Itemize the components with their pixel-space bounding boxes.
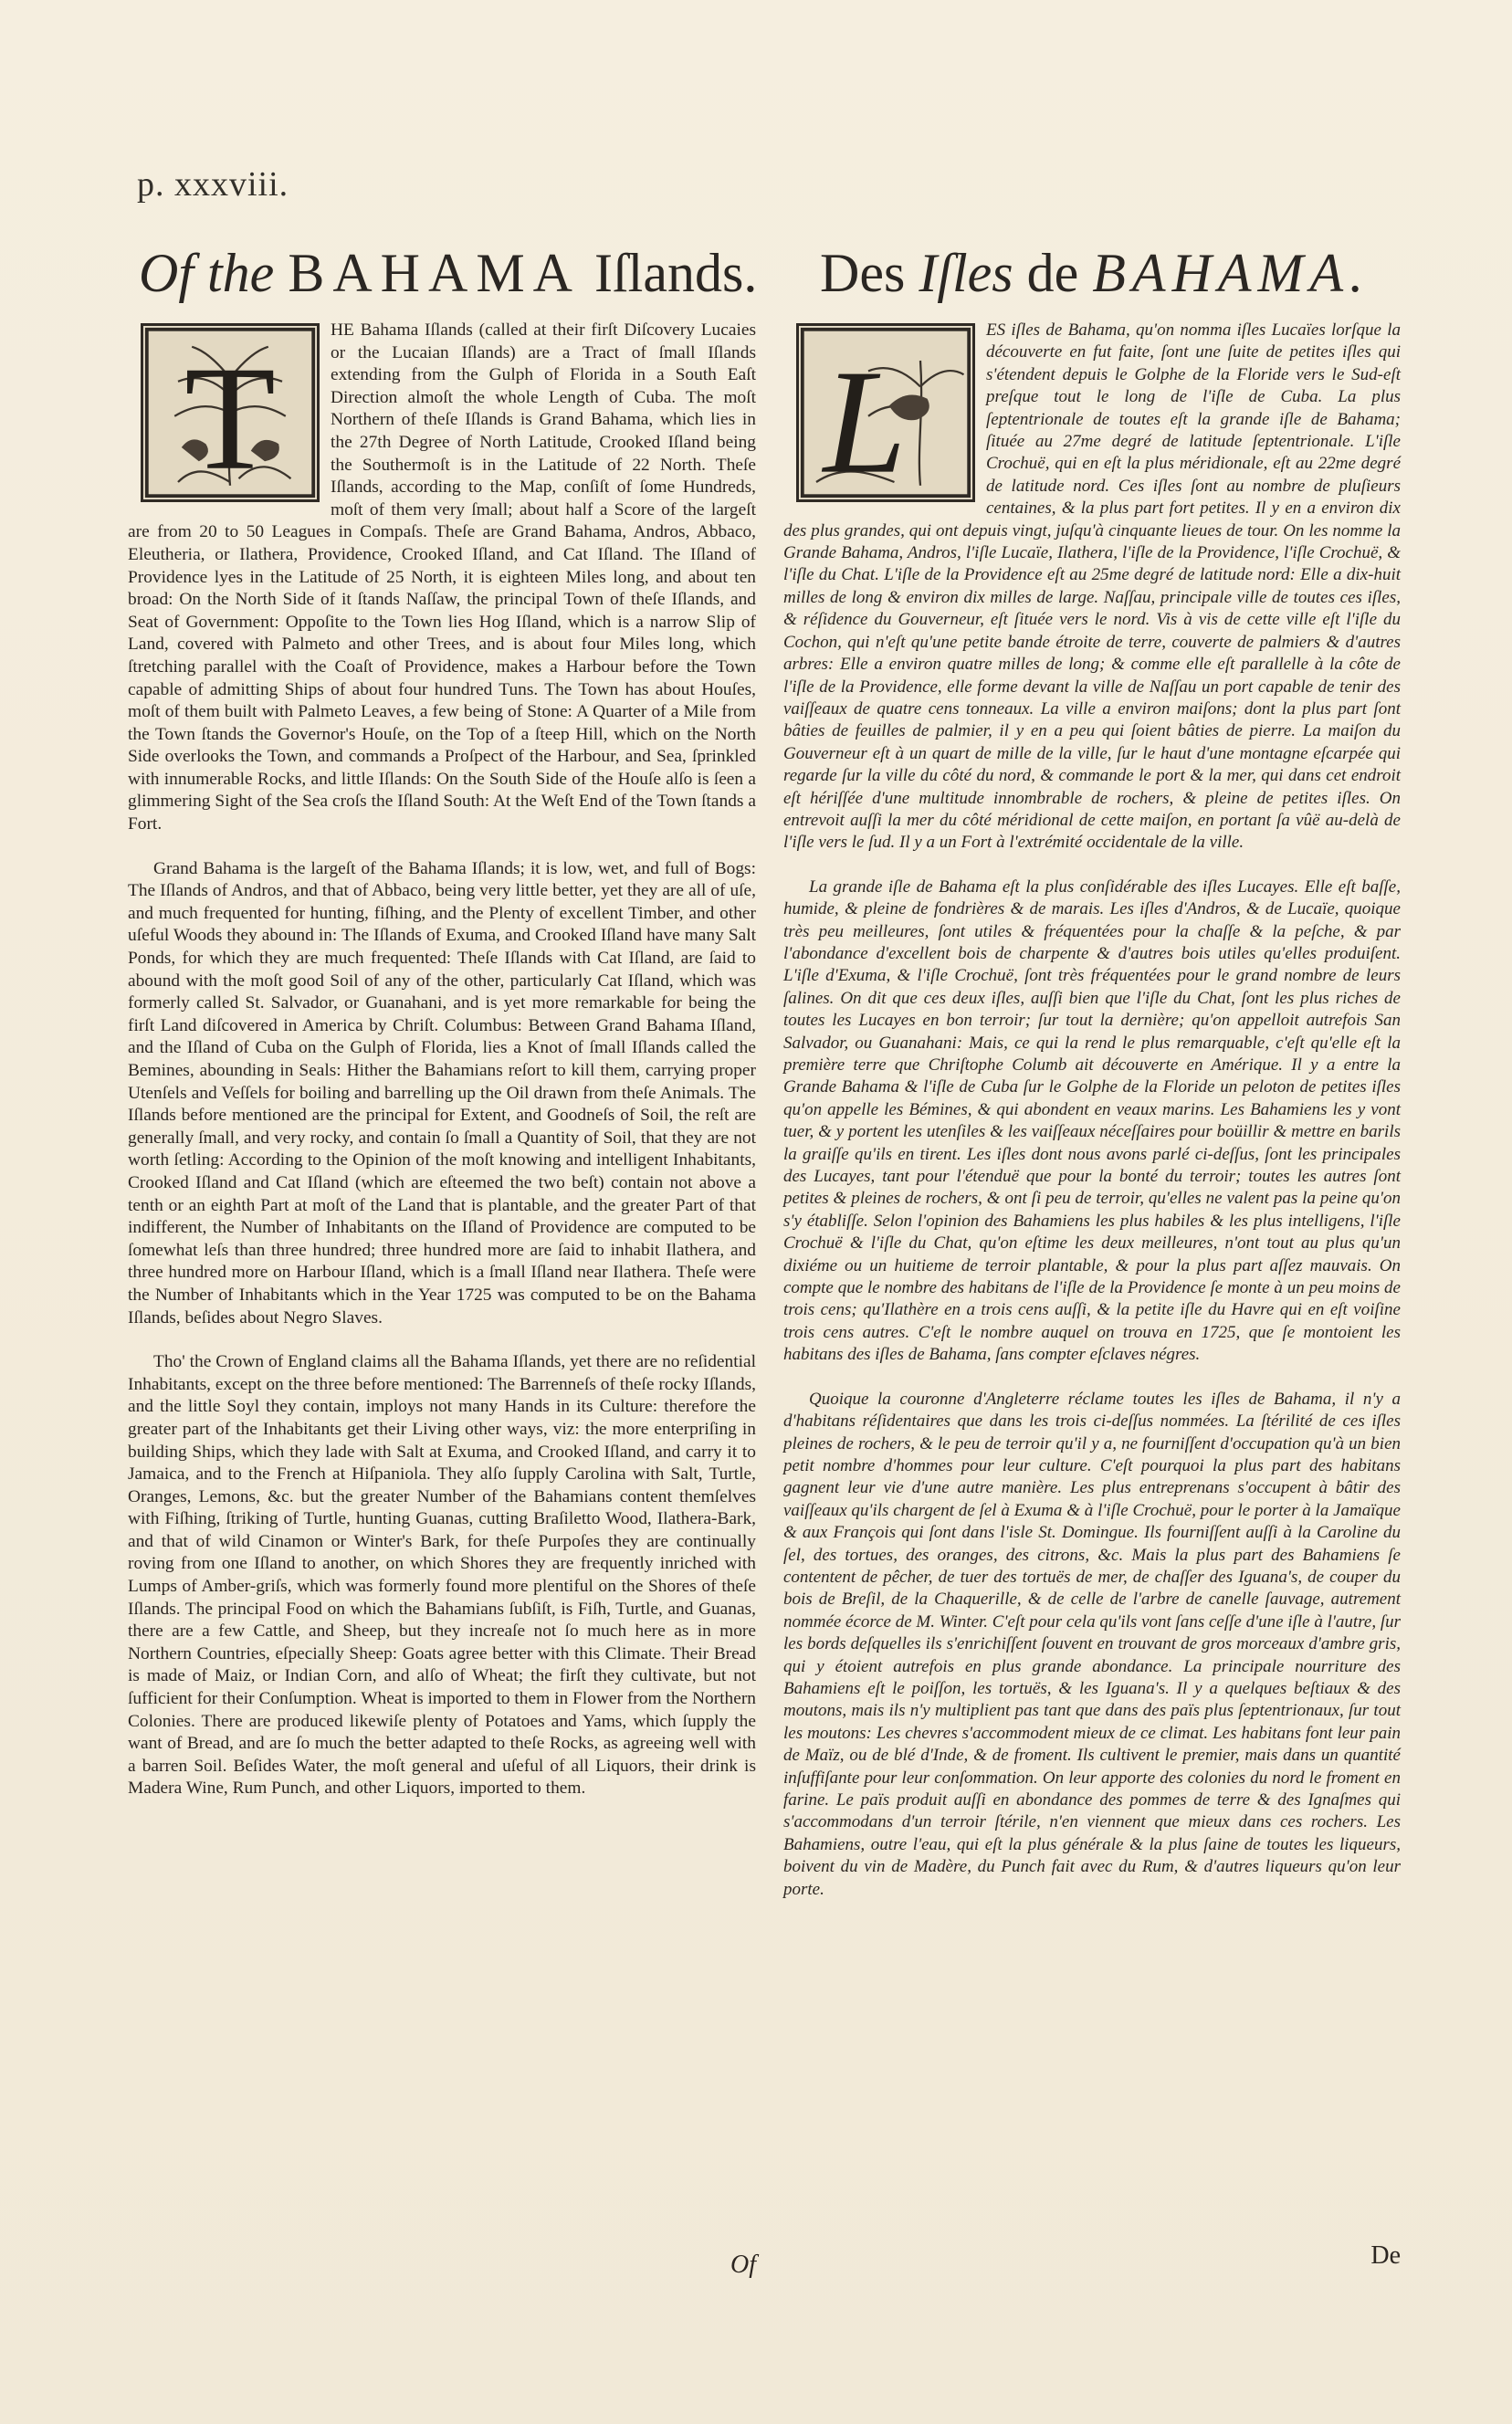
english-heading <box>139 242 757 305</box>
decorated-initial-t-icon <box>141 323 320 502</box>
svg-text:T: T <box>184 335 276 499</box>
decorated-initial-l-icon <box>796 323 975 502</box>
heading-word: BAHAMA <box>288 243 582 303</box>
heading-word: Of <box>139 243 194 303</box>
heading-word: BAHAMA. <box>1092 243 1370 303</box>
english-paragraph: Grand Bahama is the largeſt of the Bahama Iſlands; it is low, wet, and full of Bogs: The Iſlands of Andros, and that of Abbaco, being very little better, yet they are all of uſe, and much frequented for hunting, fiſhing, and the Plenty of excellent Timber, and other uſeful Woods they abound in: The Iſlands of Exuma, and Crooked Iſland have many Salt Ponds, for which they are much frequented: Theſe Iſlands with Cat Iſland, are ſaid to abound with the moſt good Soil of any of the other, particularly Cat Iſland, which was formerly called St. Salvador, or Guanahani, and is yet more remarkable for being the firſt Land diſcovered in America by Chriſt. Columbus: Between Grand Bahama Iſland, and the Iſland of Cuba on the Gulph of Florida, lies a Knot of ſmall Iſlands called the Bemines, abounding in Seals: Hither the Bahamians reſort to kill them, carrying proper Utenſels and Veſſels for boiling and barrelling up the Oil drawn from theſe Animals. The Iſlands before mentioned are the principal for Extent, and Goodneſs of Soil, the reſt are generally ſmall, and very rocky, and contain ſo ſmall a Quantity of Soil, that they are not worth ſetling: According to the Opinion of the moſt knowing and intelligent Inhabitants, Crooked Iſland and Cat Iſland (which are eſteemed the two beſt) contain not above a tenth or an eighth Part at moſt of the Land that is plantable, and the greater Part of that indifferent, the Number of Inhabitants on the Iſland of Providence are computed to be ſomewhat leſs than three hundred; three hundred more are ſaid to inhabit Ilathera, and three hundred more on Harbour Iſland, which is a ſmall Iſland near Ilathera. Theſe were the Number of Inhabitants which in the Year 1725 was computed to be on the Bahama Iſlands, beſides about Negro Slaves. <box>128 858 756 1327</box>
heading-word: the <box>207 243 275 303</box>
catchword: Of <box>730 2251 756 2279</box>
english-paragraph: HE Bahama Iſlands (called at their firſt Diſcovery Lucaies or the Lucaian Iſlands) are a Tract of ſmall Iſlands extending from the Gulph of Florida in a South Eaſt Direction almoſt the whole Length of Cuba. The moſt Northern of theſe Iſlands is Grand Bahama, which lies in the 27th Degree of North Latitude, Crooked Iſland being the Southermoſt is in the Latitude of 22 North. Theſe Iſlands, according to the Map, conſiſt of ſome Hundreds, moſt of them very ſmall; about half a Score of the largeſt are from 20 to 50 Leagues in Compaſs. Theſe are Grand Bahama, Andros, Abbaco, Eleutheria, or Ilathera, Providence, Crooked Iſland, and Cat Iſland. The Iſland of Providence lyes in the Latitude of 25 North, it is eighteen Miles long, and about ten broad: On the North Side of it ſtands Naſſaw, the principal Town of theſe Iſlands, and Seat of Government: Oppoſite to the Town lies Hog Iſland, which is a narrow Slip of Land, covered with Palmeto and other Trees, and is about four Miles long, which ſtretching parallel with the Coaſt of Providence, makes a Harbour before the Town capable of admitting Ships of about four hundred Tuns. The Town has about Houſes, moſt of them built with Palmeto Leaves, a few being of Stone: A Quarter of a Mile from the Town ſtands the Governor's Houſe, on the Top of a ſteep Hill, which on the North Side overlooks the Town, and commands a Proſpect of the Harbour, and Sea, ſprinkled with innumerable Rocks, and little Iſlands: On the South Side of the Houſe alſo is ſeen a glimmering Sight of the Sea croſs the Iſland South: At the Weſt End of the Town ſtands a Fort. <box>128 320 756 834</box>
french-paragraph: ES iſles de Bahama, qu'on nomma iſles Lucaïes lorſque la découverte en fut faite, ſont une ſuite de petites iſles qui s'étendent depuis le Golphe de la Floride vers le Sud-eſt preſque tout le long de l'iſle de Cuba. La plus ſeptentrionale de toutes eſt la grande iſle de Bahama; ſituée au 27me degré de latitude ſeptentrionale. L'iſle Crochuë, qui en eſt la plus méridionale, eſt au 22me degré de latitude nord. Ces iſles ſont au nombre de pluſieurs centaines, & la plus part fort petites. Il y en a environ dix des plus grandes, qui ont depuis vingt, juſqu'à cinquante lieues de tour. On les nomme la Grande Bahama, Andros, l'iſle Lucaïe, Ilathera, l'iſle de la Providence, l'iſle Crochuë, & l'iſle du Chat. L'iſle de la Providence eſt au 25me degré de latitude nord: Elle a dix-huit milles de long & environ dix milles de large. Naſſau, principale ville de toutes ces iſles, & réſidence du Gouverneur, eſt ſituée vers le nord. Vis à vis de cette ville eſt l'iſle du Cochon, qui n'eſt qu'une petite bande étroite de terre, couverte de palmiers & d'autres arbres: Elle a environ quatre milles de long; & comme elle eſt parallelle à la côte de l'iſle de la Providence, elle forme devant la ville de Naſſau un port capable de tenir des vaiſſeaux de quatre cens tonneaux. La ville a environ maiſons; dont la plus part ſont bâties de feuilles de palmier, il y en a peu qui ſoient bâties de pierre. La maiſon du Gouverneur eſt à un quart de mille de la ville, ſur le haut d'une montagne eſcarpée qui regarde ſur la ville du côté du nord, & commande le port & la mer, qui dans cet endroit eſt hériſſée d'une multitude innombrable de rochers, & pleine de petites iſles. On entrevoit auſſi la mer du côté méridional de cette maiſon, en portant ſa vûë au-delà de l'iſle vers le ſud. Il y a un Fort à l'extrémité occidentale de la ville. <box>783 320 1401 853</box>
french-heading <box>820 242 1370 305</box>
french-paragraph: La grande iſle de Bahama eſt la plus conſidérable des iſles Lucayes. Elle eſt baſſe, humide, & pleine de fondrières & de marais. Les iſles d'Andros, & de Lucaïe, quoique très peu meilleures, ſont utiles & fréquentées pour la chaſſe & la peſche, & par l'abondance d'excellent bois de charpente & d'autres bois utiles qu'elles produiſent. L'iſle d'Exuma, & l'iſle Crochuë, ſont très fréquentées pour le grand nombre de leurs ſalines. On dit que ces deux iſles, auſſi bien que l'iſle du Chat, ſont les plus riches de toutes les Lucayes en bon terroir; ſur tout la dernière; qu'on appelloit autrefois San Salvador, ou Guanahani: Mais, ce qui la rend le plus remarquable, c'eſt qu'elle eſt la première terre que Chriſtophe Columb ait découverte en Amérique. Il y a entre la Grande Bahama & l'iſle de Cuba ſur le Golphe de la Floride un peloton de petites iſles qu'on appelle les Bémines, & qui abondent en veaux marins. Les Bahamiens les y vont tuer, & y portent les utenſiles & les vaiſſeaux néceſſaires pour boüillir & mettre en barils la graiſſe qu'ils en tirent. Les iſles dont nous avons parlé ci-deſſus, ſont les principales des Lucayes, tant pour l'étenduë que pour la bonté du terroir; toutes les autres ſont petites & pleines de rochers, & ont ſi peu de terroir, qu'elles ne valent pas la peine qu'on s'y établiſſe. Selon l'opinion des Bahamiens les plus habiles & les plus intelligens, l'iſle Crochuë & l'iſle du Chat, qu'on eſtime les deux meilleures, n'ont tout au plus qu'un dixiéme ou un huitieme de terroir plantable, & pour la plus part aſſez mauvais. On compte que le nombre des habitans de l'iſle de la Providence ſe monte à un peu moins de trois cens; qu'Ilathère en a trois cens auſſi, & la petite iſle du Havre qui en eſt voiſine trois cens autres. C'eſt le nombre auquel on trouva en 1725, que ſe montoient les habitans des iſles de Bahama, ſans compter eſclaves négres. <box>783 876 1401 1365</box>
heading-word: Iſles <box>919 243 1013 303</box>
heading-word: Des <box>820 243 906 303</box>
english-paragraph: Tho' the Crown of England claims all the Bahama Iſlands, yet there are no reſidential Inhabitants, except on the three before mentioned: The Barrenneſs of theſe rocky Iſlands, and the little Soyl they contain, imploys not many Hands in its Culture: therefore the greater part of the Inhabitants get their Living other ways, viz: the more enterpriſing in building Ships, which they lade with Salt at Exuma, and Crooked Iſland, and carry it to Jamaica, and to the French at Hiſpaniola. They alſo ſupply Carolina with Salt, Turtle, Oranges, Lemons, &c. but the greater Number of the Bahamians content themſelves with Fiſhing, ſtriking of Turtle, hunting Guanas, cutting Braſiletto Wood, Ilathera-Bark, and that of wild Cinamon or Winter's Bark, for theſe Purpoſes they are continually roving from one Iſland to another, on which Shores they are frequently inriched with Lumps of Amber-griſs, which was formerly found more plentiful on the Shores of theſe Iſlands. The principal Food on which the Bahamians ſubſiſt, is Fiſh, Turtle, and Guanas, there are a few Cattle, and Sheep, but they increaſe not ſo much here as in more Northern Countries, eſpecially Sheep: Goats agree better with this Climate. Their Bread is made of Maiz, or Indian Corn, and alſo of Wheat; the firſt they cultivate, but not ſufficient for their Conſumption. Wheat is imported to them in Flower from the Northern Colonies. There are produced likewiſe plenty of Potatoes and Yams, which ſupply the want of Bread, and are ſo much the better adapted to theſe Rocks, as agreeing well with a barren Soil. Beſides Water, the moſt general and uſeful of all Liquors, their drink is Madera Wine, Rum Punch, and other Liquors, imported to them. <box>128 1352 756 1799</box>
english-body <box>128 320 756 1800</box>
french-paragraph: Quoique la couronne d'Angleterre réclame toutes les iſles de Bahama, il n'y a d'habitans réſidentaires que dans les trois ci-deſſus nommées. La ſtérilité de ces iſles pleines de rochers, & le peu de terroir qu'il y a, ne fourniſſent d'occupation qu'à un bien petit nombre d'hommes pour leur culture. C'eſt pourquoi la plus part des habitans gagnent leur vie d'une autre manière. Les plus entreprenans s'occupent à bâtir des vaiſſeaux qu'ils chargent de ſel à Exuma & à l'iſle Crochuë, pour le porter à la Jamaïque & aux François qui ſont dans l'isle St. Domingue. Ils fourniſſent auſſi à la Caroline du ſel, des tortues, des oranges, des citrons, &c. Mais la plus part des Bahamiens ſe contentent de pêcher, de tuer des tortuës de mer, de chaſſer des Iguana's, de couper du bois de Breſil, de la Chaquerille, & de celle de l'arbre de canelle ſauvage, autrement nommée écorce de M. Winter. C'eſt pour cela qu'ils vont ſans ceſſe d'une iſle à l'autre, ſur les bords deſquelles ils s'enrichiſſent ſouvent en trouvant de gros morceaux d'ambre gris, qui y étoient autrefois en plus grande abondance. La principale nourriture des Bahamiens eſt le poiſſon, les tortuës, & les Iguana's. Il y a quelques beſtiaux & des moutons, mais ils n'y multiplient pas tant que dans des païs plus ſeptentrionaux, ſur tout les moutons: Les chevres s'accommodent mieux de ce climat. Les habitans font leur pain de Maïz, ou de blé d'Inde, & de froment. Ils cultivent le premier, mais dans un quantité inſuffiſante pour leur conſommation. On leur apporte des colonies du nord le froment en farine. Le païs produit auſſi en abondance des pommes de terre & des Ignaſmes qui s'accommodans d'un terroir ſtérile, n'en viennent que mieux dans ces rochers. Les Bahamiens, outre l'eau, qui eſt la plus générale & la plus ſaine de toutes les liqueurs, boivent du vin de Madère, du Punch fait avec du Rum, & d'autres liqueurs qu'on leur porte. <box>783 1389 1402 1899</box>
page-number: p. xxxviii. <box>137 165 289 204</box>
heading-word: Iſlands. <box>594 243 758 303</box>
svg-text:L: L <box>823 339 907 499</box>
french-body <box>783 320 1401 1901</box>
heading-word: de <box>1026 243 1079 303</box>
catchword: De <box>1370 2241 1401 2270</box>
